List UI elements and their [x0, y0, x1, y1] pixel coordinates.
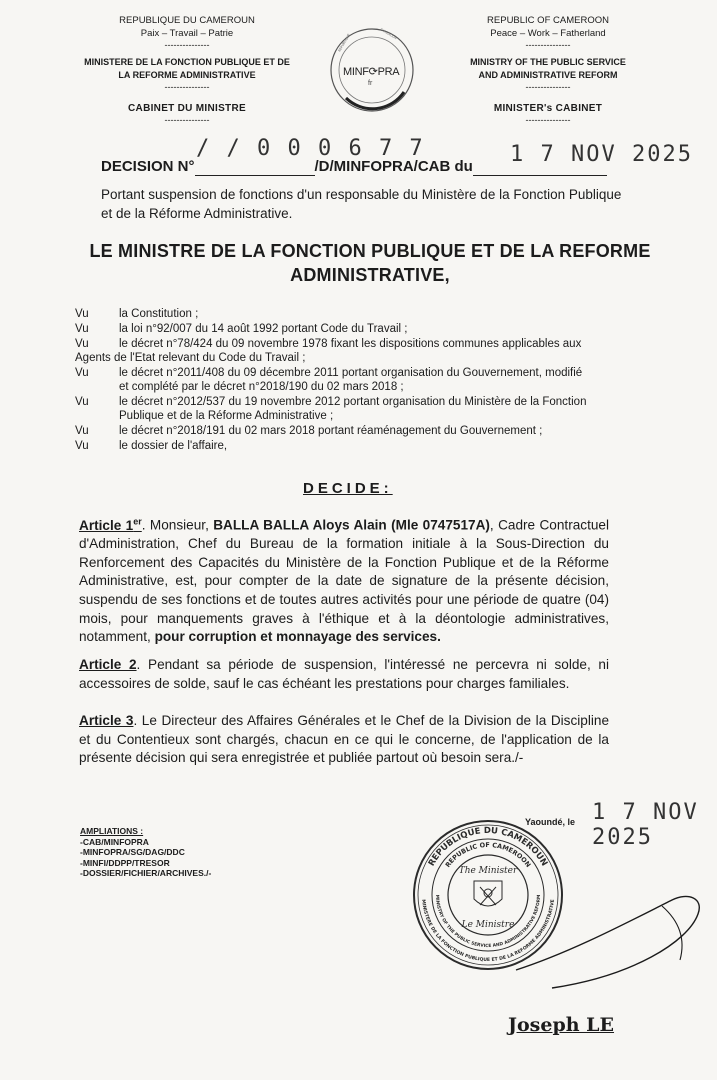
vu-label: Vu [75, 425, 89, 437]
ampliation-2: -MINFOPRA/SG/DAG/DDC [80, 847, 185, 857]
country-fr: REPUBLIQUE DU CAMEROUN [119, 15, 255, 26]
separator: --------------- [525, 40, 571, 50]
article-3-body: . Le Directeur des Affaires Générales et le Chef de la Division de la Discipline et du Contentieux sont chargés, chacun en ce qui le concerne, de l'application de la présente décision qui sera enregistrée et publiée partout où besoin sera./- [79, 713, 610, 766]
visa-1: la Constitution ; [119, 308, 199, 320]
ampliation-3: -MINFI/DDPP/TRESOR [80, 857, 170, 868]
motto-fr: Paix – Travail – Patrie [140, 28, 234, 39]
cabinet-en: MINISTER's CABINET [493, 103, 603, 114]
article-1-body: , Cadre Contractuel d'Administration, Chef du Bureau de la formation initiale à la Sous-Direction du Renforcement des Capacités du Ministère de la Fonction Publique et de la Réforme Administrative, est, pour compter de la date de signature de la présente décision, suspendu de ses fonctions et de toutes autres activités pour une période de quatre (04) mois, pour manquements graves à l'éthique et à la déontologie administratives, notamment, [79, 517, 609, 645]
title-line-2: ADMINISTRATIVE, [290, 265, 450, 285]
svg-text:REPUBLIQUE: REPUBLIQUE [337, 32, 351, 53]
signature-date-stamp: 1 7 NOV 2025 [592, 800, 699, 850]
seal-the-minister: The Minister [458, 866, 518, 876]
minister-title [60, 239, 680, 287]
article-1-emphasis: pour corruption et monnayage des services. [154, 629, 441, 645]
vu-label: Vu [75, 323, 89, 335]
article-1-intro: . Monsieur, [141, 517, 214, 533]
subject-line-2: et de la Réforme Administrative. [101, 206, 293, 221]
logo-sub: fr [368, 80, 373, 87]
decision-suffix: /D/MINFOPRA/CAB du [314, 158, 473, 175]
ministry-fr-2: LA REFORME ADMINISTRATIVE [118, 70, 256, 80]
ampliation-1: -CAB/MINFOPRA [80, 836, 149, 847]
ampliations [80, 826, 300, 879]
seal-le-ministre: Le Ministre [461, 920, 515, 930]
vu-label: Vu [75, 396, 89, 408]
cabinet-fr: CABINET DU MINISTRE [128, 103, 246, 114]
visa-5-cont: Publique et de la Réforme Administrative ; [119, 410, 334, 422]
visas [75, 307, 675, 467]
seal-text-en: REPUBLIC OF CAMEROON [443, 840, 533, 869]
seal-ministry-en: MINISTRY OF THE PUBLIC SERVICE AND ADMINISTRATIVE REFORM [433, 894, 543, 950]
ampliations-title: AMPLIATIONS : [80, 826, 144, 836]
seal-text-fr: REPUBLIQUE DU CAMEROUN [426, 825, 550, 869]
header-right [430, 14, 666, 125]
signatory-name: Joseph LE [508, 1014, 615, 1036]
visa-3: le décret n°78/424 du 09 novembre 1978 fixant les dispositions communes applicables aux [119, 338, 582, 350]
separator: --------------- [525, 115, 571, 125]
logo-text: MINF⟳PRA [343, 66, 400, 78]
decision-date-stamp: 1 7 NOV 2025 [510, 142, 693, 167]
decision-subject [101, 185, 671, 223]
decision-label: DECISION N° [101, 158, 195, 175]
vu-label: Vu [75, 440, 89, 452]
date-blank [473, 158, 607, 176]
subject-line-1: Portant suspension de fonctions d'un responsable du Ministère de la Fonction Publique [101, 187, 622, 202]
employee-name: BALLA BALLA Aloys Alain (Mle 0747517A) [213, 517, 490, 533]
separator: --------------- [164, 82, 210, 92]
separator: --------------- [164, 40, 210, 50]
visa-4: le décret n°2011/408 du 09 décembre 2011 portant organisation du Gouvernement, modifié [119, 367, 583, 379]
visa-7: le dossier de l'affaire, [119, 440, 228, 452]
svg-text:CAMEROUN: CAMEROUN [379, 27, 398, 41]
country-en: REPUBLIC OF CAMEROON [487, 15, 609, 26]
article-2 [79, 656, 609, 693]
article-2-body: . Pendant sa période de suspension, l'intéressé ne percevra ni solde, ni accessoires de solde, sauf le cas échéant les prestations pour charges familiales. [79, 657, 609, 691]
ministry-fr-1: MINISTERE DE LA FONCTION PUBLIQUE ET DE [84, 57, 290, 67]
seal-ministry-fr: MINISTERE DE LA FONCTION PUBLIQUE ET DE LA REFORME ADMINISTRATIVE [420, 899, 556, 964]
article-1 [79, 512, 609, 647]
visa-2: la loi n°92/007 du 14 août 1992 portant Code du Travail ; [119, 323, 408, 335]
separator: --------------- [525, 82, 571, 92]
ministry-logo [326, 8, 418, 128]
vu-label: Vu [75, 338, 89, 350]
visa-6: le décret n°2018/191 du 02 mars 2018 portant réaménagement du Gouvernement ; [119, 425, 543, 437]
number-blank [195, 158, 315, 176]
decide-heading: DECIDE: [303, 480, 393, 497]
decision-line [101, 158, 641, 176]
decision-number-stamp: / / 0 0 0 6 7 7 [196, 136, 425, 161]
title-line-1: LE MINISTRE DE LA FONCTION PUBLIQUE ET DE LA REFORME [89, 241, 651, 261]
signature-flourish [512, 880, 712, 1000]
visa-5: le décret n°2012/537 du 19 novembre 2012 portant organisation du Ministère de la Fonction [119, 396, 587, 408]
ministry-en-2: AND ADMINISTRATIVE REFORM [478, 70, 618, 80]
motto-en: Peace – Work – Fatherland [490, 28, 606, 39]
article-3 [79, 712, 609, 768]
ampliation-4: -DOSSIER/FICHIER/ARCHIVES./- [80, 868, 212, 878]
ministry-en-1: MINISTRY OF THE PUBLIC SERVICE [470, 57, 626, 67]
coat-of-arms-icon [474, 881, 502, 906]
article-3-heading: Article 3 [79, 713, 134, 728]
place-label: Yaoundé, le [525, 817, 576, 827]
visa-3-cont: Agents de l'Etat relevant du Code du Travail ; [75, 352, 306, 364]
article-1-heading: Article 1er [79, 516, 142, 533]
vu-label: Vu [75, 308, 89, 320]
visa-4-cont: et complété par le décret n°2018/190 du 02 mars 2018 ; [119, 381, 404, 393]
header-left [62, 14, 312, 125]
article-2-heading: Article 2 [79, 657, 137, 672]
vu-label: Vu [75, 367, 89, 379]
separator: --------------- [164, 115, 210, 125]
